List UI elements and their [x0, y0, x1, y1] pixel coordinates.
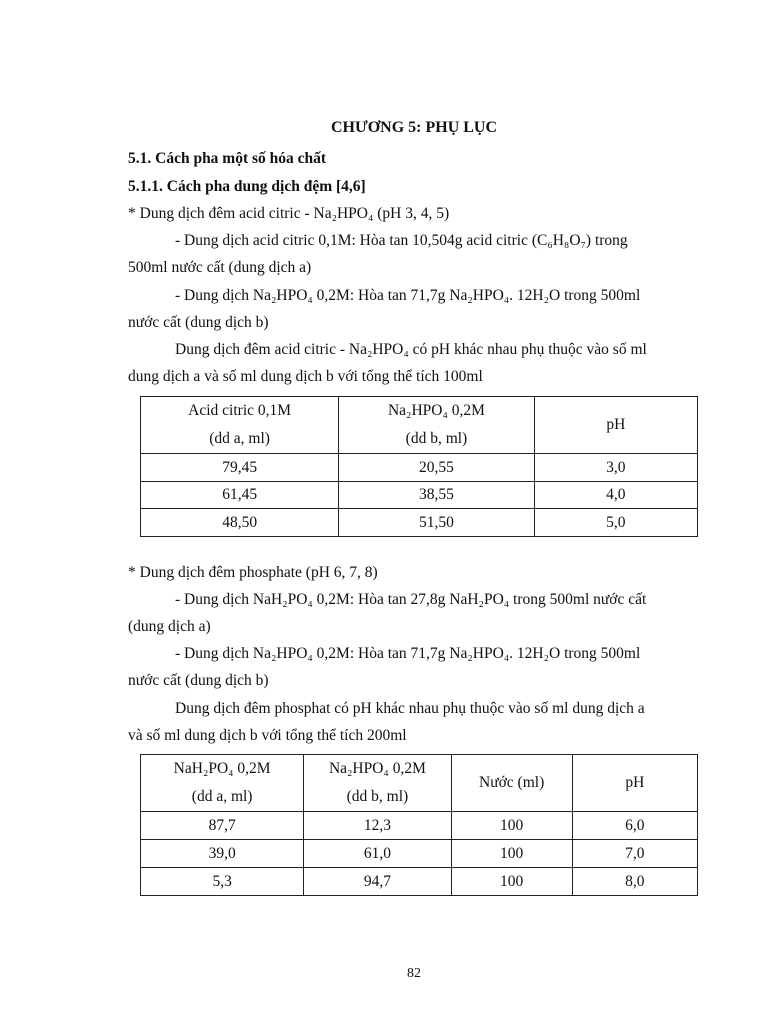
page-title: CHƯƠNG 5: PHỤ LỤC — [330, 119, 498, 136]
table-cell: 12,3 — [304, 812, 451, 840]
table-cell: 51,50 — [339, 509, 534, 537]
table-row — [141, 812, 698, 840]
table-cell: 48,50 — [141, 509, 339, 537]
buffer2-description-line1: Dung dịch đêm phosphat có pH khác nhau phụ thuộc vào số ml dung dịch a — [175, 700, 645, 717]
table-cell: 5,0 — [534, 509, 697, 537]
buffer1-heading: * Dung dịch đêm acid citric - Na₂HPO₄ (pH 3, 4, 5) — [128, 205, 450, 222]
buffer1-solution-b-line2: nước cất (dung dịch b) — [128, 314, 269, 331]
buffer2-description-line2: và số ml dung dịch b với tổng thể tích 200ml — [128, 727, 407, 744]
table-header-cell: pH — [534, 397, 697, 454]
phosphate-buffer-table — [140, 754, 698, 896]
table-cell: 94,7 — [304, 868, 451, 896]
table-row — [141, 482, 698, 509]
table-header-cell: Na₂HPO₄ 0,2M (dd b, ml) — [339, 397, 534, 454]
buffer1-solution-a-line1: - Dung dịch acid citric 0,1M: Hòa tan 10,504g acid citric (C₆H₈O₇) trong — [175, 232, 628, 249]
subsection-heading: 5.1.1. Cách pha dung dịch đệm [4,6] — [128, 178, 366, 195]
buffer1-solution-b-line1: - Dung dịch Na₂HPO₄ 0,2M: Hòa tan 71,7g Na₂HPO₄. 12H₂O trong 500ml — [175, 287, 641, 304]
buffer1-description-line2: dung dịch a và số ml dung dịch b với tổng thể tích 100ml — [128, 368, 483, 385]
table-cell: 100 — [451, 840, 572, 868]
table-cell: 3,0 — [534, 454, 697, 482]
table-row — [141, 454, 698, 482]
buffer2-solution-b-line2: nước cất (dung dịch b) — [128, 672, 269, 689]
table-cell: 8,0 — [572, 868, 697, 896]
buffer2-solution-a-line1: - Dung dịch NaH₂PO₄ 0,2M: Hòa tan 27,8g NaH₂PO₄ trong 500ml nước cất — [175, 591, 647, 608]
table-cell: 20,55 — [339, 454, 534, 482]
table-cell: 61,0 — [304, 840, 451, 868]
buffer2-solution-b-line1: - Dung dịch Na₂HPO₄ 0,2M: Hòa tan 71,7g Na₂HPO₄. 12H₂O trong 500ml — [175, 645, 641, 662]
table-cell: 7,0 — [572, 840, 697, 868]
table-cell: 5,3 — [141, 868, 304, 896]
section-heading: 5.1. Cách pha một số hóa chất — [128, 150, 327, 167]
table-cell: 61,45 — [141, 482, 339, 509]
citrate-buffer-table — [140, 396, 698, 537]
table-header-cell: NaH₂PO₄ 0,2M (dd a, ml) — [141, 755, 304, 812]
buffer2-solution-a-line2: (dung dịch a) — [128, 618, 211, 635]
buffer1-description-line1: Dung dịch đêm acid citric - Na₂HPO₄ có pH khác nhau phụ thuộc vào số ml — [175, 341, 647, 358]
page-number: 82 — [407, 966, 421, 981]
table-header-row — [141, 755, 698, 812]
table-header-cell: Na₂HPO₄ 0,2M (dd b, ml) — [304, 755, 451, 812]
table-cell: 6,0 — [572, 812, 697, 840]
buffer1-solution-a-line2: 500ml nước cất (dung dịch a) — [128, 259, 312, 276]
table-cell: 87,7 — [141, 812, 304, 840]
table-cell: 100 — [451, 812, 572, 840]
table-cell: 79,45 — [141, 454, 339, 482]
table-row — [141, 840, 698, 868]
table-cell: 4,0 — [534, 482, 697, 509]
buffer2-heading: * Dung dịch đêm phosphate (pH 6, 7, 8) — [128, 564, 378, 581]
table-cell: 100 — [451, 868, 572, 896]
table-header-cell: pH — [572, 755, 697, 812]
table-row — [141, 509, 698, 537]
table-header-cell: Acid citric 0,1M (dd a, ml) — [141, 397, 339, 454]
table-header-row — [141, 397, 698, 454]
table-cell: 38,55 — [339, 482, 534, 509]
table-cell: 39,0 — [141, 840, 304, 868]
table-row — [141, 868, 698, 896]
table-header-cell: Nước (ml) — [451, 755, 572, 812]
